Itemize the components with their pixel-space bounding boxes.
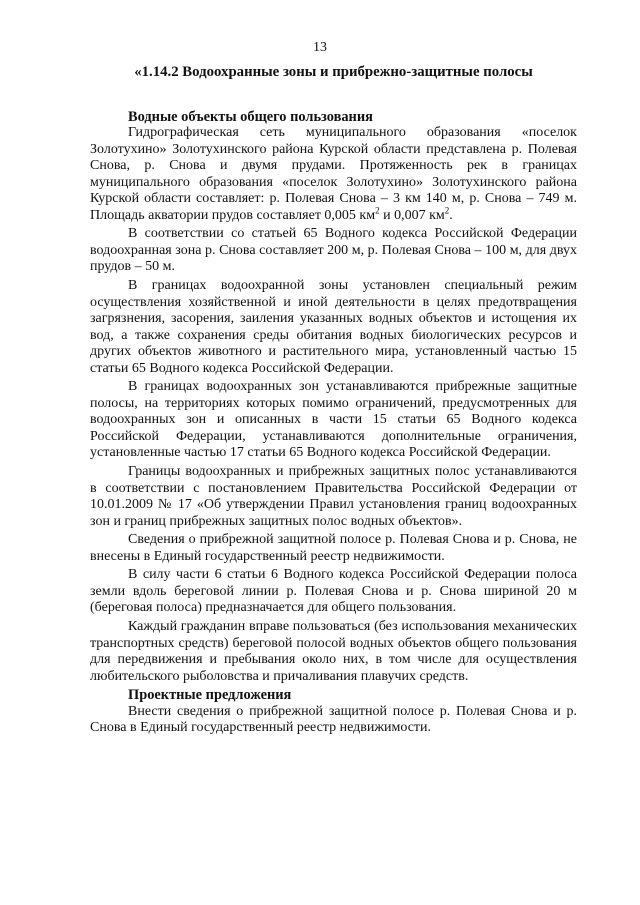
paragraph-boundaries-regulation: Границы водоохранных и прибрежных защитных полос устанавливаются в соответствии с постановлением Правительства Российской Федерации от 10.01.2009 № 17 «Об утверждении Правил установления границ водоохранных зон и границ прибрежных защитных полос водных объектов». xyxy=(90,464,577,529)
paragraph-text: Гидрографическая сеть муниципального образования «поселок Золотухино» Золотухинского района Курской области представлена р. Полевая Снова, р. Снова и двумя прудами. Протяженность рек в границах муниципального образования «поселок Золотухино» Золотухинского района Курской области составляет: р. Полевая Снова – 3 км 140 м, р. Снова – 749 м. Площадь акватории прудов составляет 0,005 км xyxy=(90,125,577,223)
page-content xyxy=(90,64,577,739)
superscript: 2 xyxy=(444,205,450,216)
paragraph-proposal: Внести сведения о прибрежной защитной полосе р. Полевая Снова и р. Снова в Единый государственный реестр недвижимости. xyxy=(90,703,577,736)
paragraph-water-protection-zone-widths: В соответствии со статьей 65 Водного кодекса Российской Федерации водоохранная зона р. Снова составляет 200 м, р. Полевая Снова – 100 м, для двух прудов – 50 м. xyxy=(90,226,577,275)
paragraph-shore-strip: В силу части 6 статьи 6 Водного кодекса Российской Федерации полоса земли вдоль береговой линии р. Полевая Снова и р. Снова шириной 20 м (береговая полоса) предназначается для общего пользования. xyxy=(90,567,577,616)
subheading-project-proposals: Проектные предложения xyxy=(128,687,292,704)
paragraph-citizen-rights: Каждый гражданин вправе пользоваться (без использования механических транспортных средств) береговой полосой водных объектов общего пользования для передвижения и пребывания около них, в том числе для осуществления любительского рыболовства и причаливания плавучих средств. xyxy=(90,618,577,684)
subheading-public-water-bodies: Водные объекты общего пользования xyxy=(128,108,373,125)
paragraph-text: . xyxy=(449,207,453,223)
paragraph-coastal-protective-strips: В границах водоохранных зон устанавливаются прибрежные защитные полосы, на территориях которых помимо ограничений, предусмотренных для водоохранных зон и описанных в части 15 статьи 65 Водного кодекса Российской Федерации, устанавливаются дополнительные ограничения, установленные частью 17 статьи 65 Водного кодекса Российской Федерации. xyxy=(90,379,577,461)
section-title: «1.14.2 Водоохранные зоны и прибрежно-защитные полосы xyxy=(134,64,533,80)
superscript: 2 xyxy=(375,205,380,216)
paragraph-text: и 0,007 км xyxy=(379,207,445,223)
paragraph-special-regime: В границах водоохранной зоны установлен специальный режим осуществления хозяйственной и иной деятельности в целях предотвращения загрязнения, засорения, заиления указанных водных объектов и истощения их вод, а также сохранения среды обитания водных биологических ресурсов и других объектов животного и растительного мира, установленный частью 15 статьи 65 Водного кодекса Российской Федерации. xyxy=(90,278,577,376)
paragraph-hydrographic-network xyxy=(90,125,577,224)
paragraph-registry-status: Сведения о прибрежной защитной полосе р. Полевая Снова и р. Снова, не внесены в Единый государственный реестр недвижимости. xyxy=(90,532,577,564)
page-number: 13 xyxy=(313,40,327,55)
